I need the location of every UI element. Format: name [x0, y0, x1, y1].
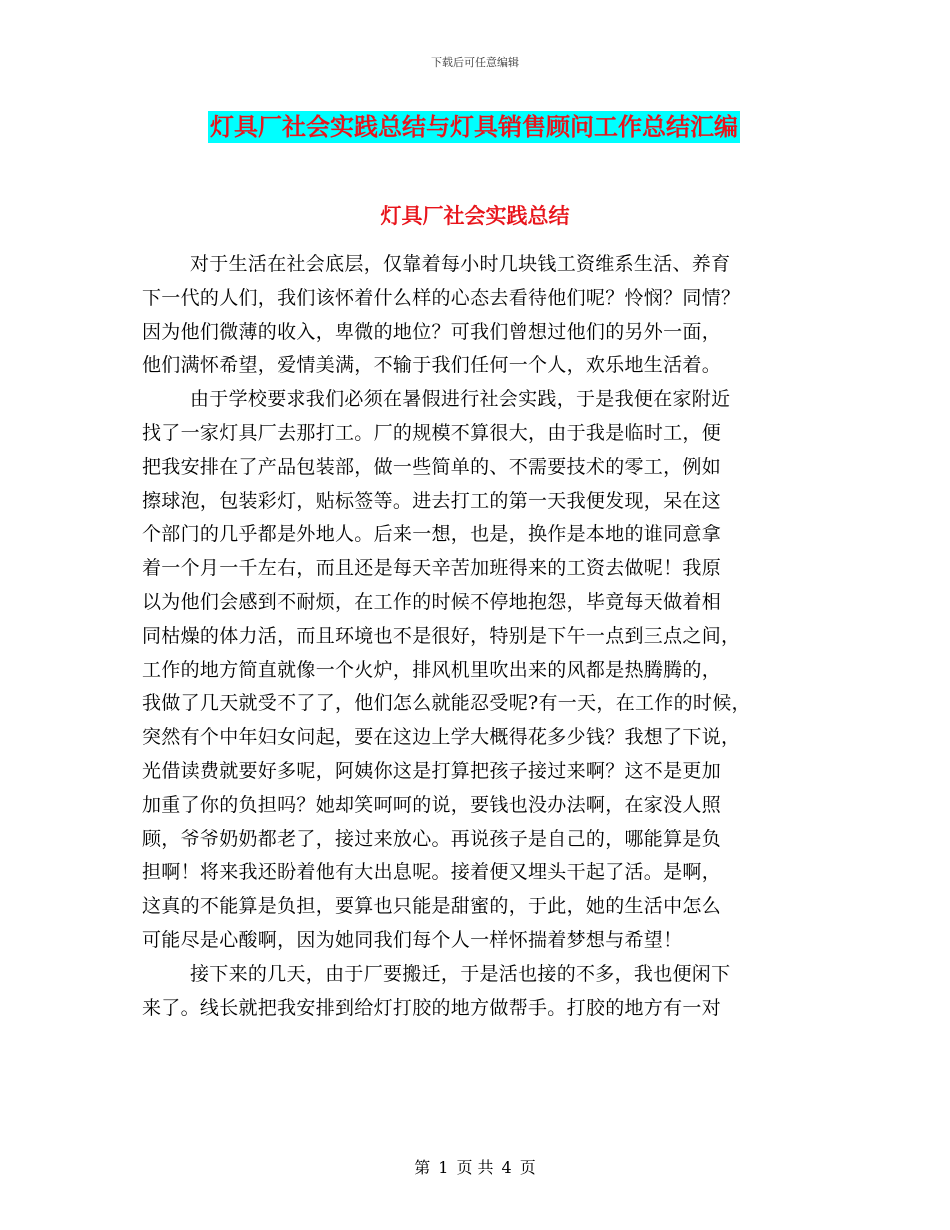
body-text: [142, 248, 822, 1025]
paragraph-line: 由于学校要求我们必须在暑假进行社会实践，于是我便在家附近: [190, 388, 731, 411]
paragraph-line: 加重了你的负担吗？她却笑呵呵的说，要钱也没办法啊，在家没人照: [142, 793, 722, 816]
footer-prefix: 第: [414, 1158, 431, 1177]
footer-suffix: 页: [519, 1158, 536, 1177]
page-number: 1: [438, 1158, 449, 1177]
paragraph-line: 擦球泡，包装彩灯，贴标签等。进去打工的第一天我便发现，呆在这: [142, 489, 722, 512]
paragraph-line: 突然有个中年妇女问起，要在这边上学大概得花多少钱？我想了下说，: [142, 726, 741, 749]
paragraph-line: 可能尽是心酸啊，因为她同我们每个人一样怀揣着梦想与希望！: [142, 928, 683, 951]
paragraph-line: 对于生活在社会底层，仅靠着每小时几块钱工资维系生活、养育: [190, 253, 731, 275]
paragraph-line: 以为他们会感到不耐烦，在工作的时候不停地抱怨，毕竟每天做着相: [142, 590, 722, 613]
paragraph-line: 光借读费就要好多呢，阿姨你这是打算把孩子接过来啊？这不是更加: [142, 759, 722, 782]
paragraph-line: 个部门的几乎都是外地人。后来一想，也是，换作是本地的谁同意拿: [142, 523, 722, 546]
paragraph-line: 他们满怀希望，爱情美满，不输于我们任何一个人，欢乐地生活着。: [142, 354, 722, 377]
paragraph-line: 把我安排在了产品包装部，做一些简单的、不需要技术的零工，例如: [142, 455, 722, 478]
paragraph-line: 因为他们微薄的收入，卑微的地位？可我们曾想过他们的另外一面，: [142, 320, 722, 343]
footer-mid: 页 共: [456, 1158, 494, 1177]
paragraph-line: 我做了几天就受不了了，他们怎么就能忍受呢?有一天，在工作的时候，: [142, 692, 751, 715]
section-title: 灯具厂社会实践总结: [380, 203, 570, 228]
paragraph-line: 接下来的几天，由于厂要搬迁，于是活也接的不多，我也便闲下: [190, 962, 731, 985]
paragraph-line: 着一个月一千左右，而且还是每天辛苦加班得来的工资去做呢！我原: [142, 557, 722, 580]
paragraph-line: 找了一家灯具厂去那打工。厂的规模不算很大，由于我是临时工，便: [142, 421, 722, 444]
document-title: 灯具厂社会实践总结与灯具销售顾问工作总结汇编: [210, 112, 738, 141]
paragraph-line: 下一代的人们，我们该怀着什么样的心态去看待他们呢？怜悯？同情？: [142, 286, 741, 309]
paragraph-line: 担啊！将来我还盼着他有大出息呢。接着便又埋头干起了活。是啊，: [142, 861, 722, 884]
paragraph-line: 同枯燥的体力活，而且环境也不是很好，特别是下午一点到三点之间，: [142, 624, 741, 647]
paragraph-line: 来了。线长就把我安排到给灯打胶的地方做帮手。打胶的地方有一对: [142, 996, 722, 1019]
header-note: 下载后可任意编辑: [431, 56, 519, 69]
paragraph-line: 顾，爷爷奶奶都老了，接过来放心。再说孩子是自己的，哪能算是负: [142, 827, 722, 850]
page-footer: [0, 1155, 950, 1178]
paragraph-line: 这真的不能算是负担，要算也只能是甜蜜的，于此，她的生活中怎么: [142, 895, 722, 918]
page-total: 4: [501, 1158, 512, 1177]
paragraph-line: 工作的地方简直就像一个火炉，排风机里吹出来的风都是热腾腾的，: [142, 658, 722, 681]
